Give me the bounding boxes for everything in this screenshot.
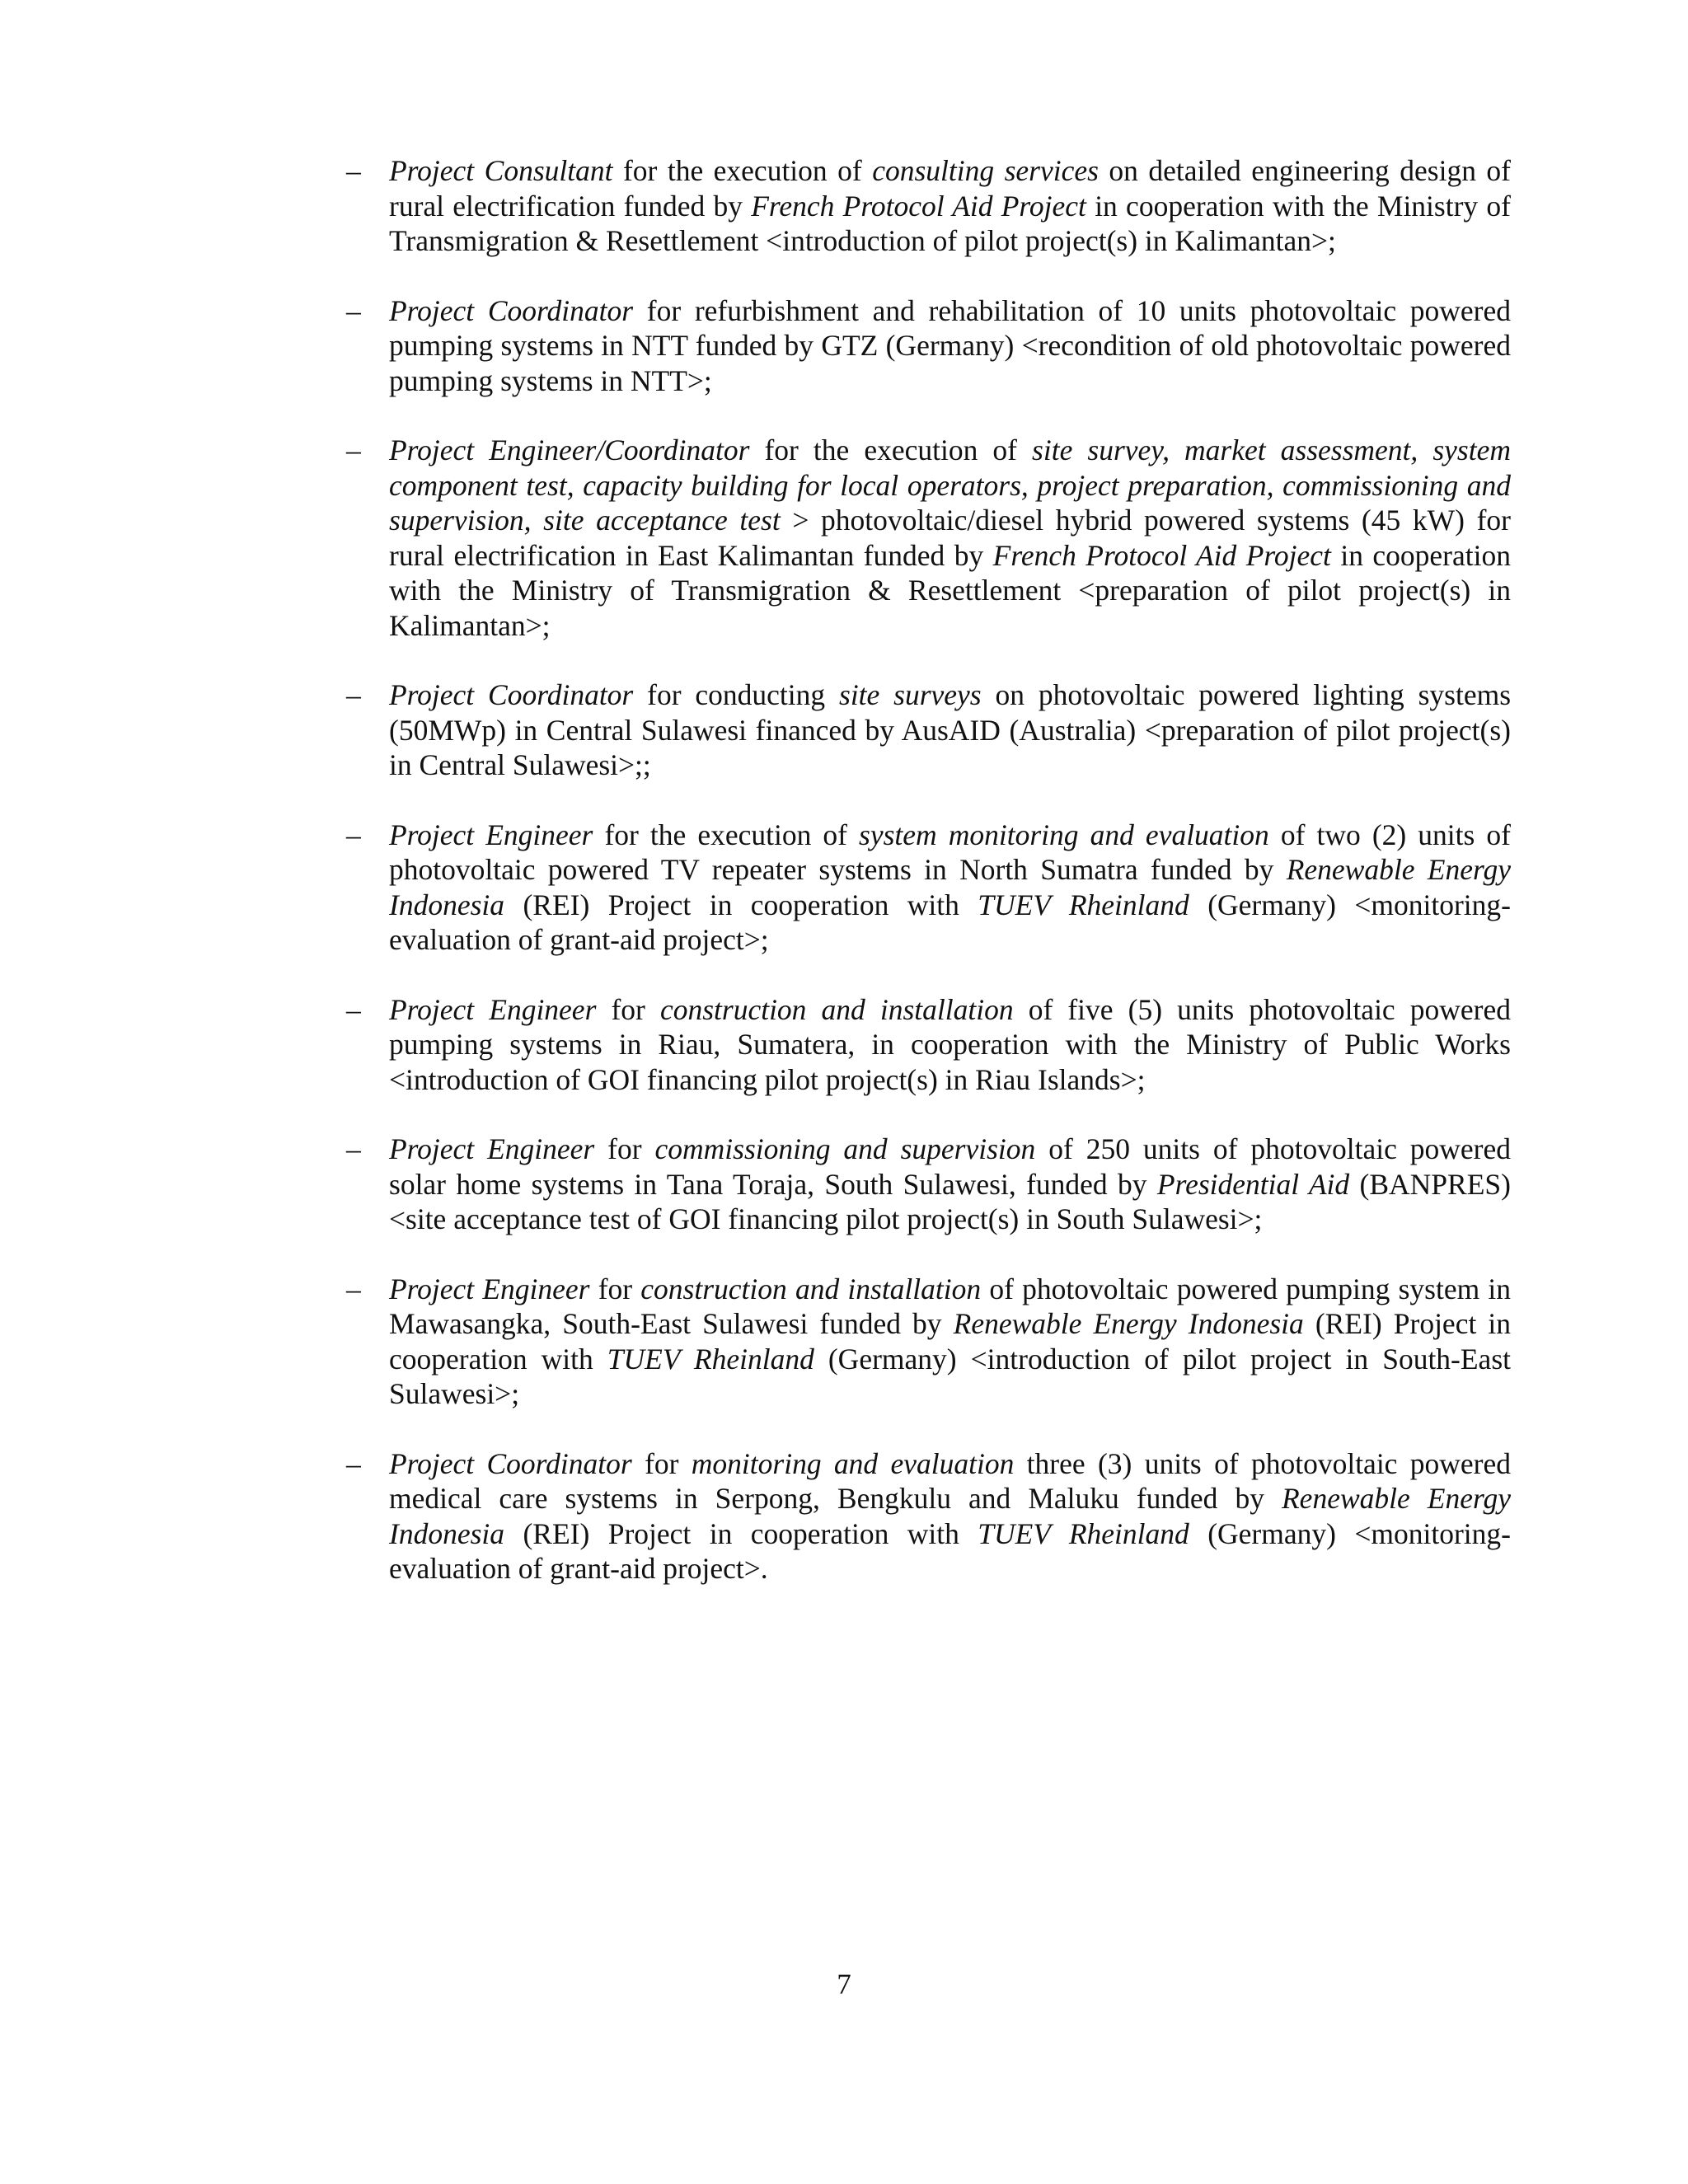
italic-text-run: commissioning and supervision (654, 1132, 1036, 1165)
project-entry (346, 153, 1511, 259)
text-run: for conducting (633, 678, 839, 711)
text-run: (REI) Project in cooperation with (389, 1307, 1512, 1376)
entry-text (389, 434, 1511, 642)
entry-text (389, 1132, 1511, 1235)
italic-text-run: site survey, market assessment, system component test, capacity building for local operators, project preparation, commissioning and supervision, site acceptance test (389, 434, 1511, 537)
entry-text (389, 678, 1511, 781)
project-entry (346, 293, 1511, 399)
text-run: three (3) units of photovoltaic powered medical care systems in Serpong, Bengkulu and Maluku funded by (389, 1446, 1511, 1515)
italic-text-run: Project Engineer (389, 992, 597, 1026)
bullet-dash: – (346, 992, 361, 1026)
text-run: for the execution of (749, 434, 1033, 466)
text-run: (REI) Project in cooperation with (504, 888, 978, 921)
text-run: (Germany) <monitoring-evaluation of grant-aid project>; (389, 888, 1511, 956)
entry-text (389, 1272, 1511, 1411)
italic-text-run: construction and installation (640, 1272, 982, 1305)
bullet-dash: – (346, 1272, 361, 1305)
text-run: (Germany) <introduction of pilot project in South-East Sulawesi>; (389, 1342, 1511, 1410)
text-run: for the execution of (612, 154, 873, 187)
italic-text-run: monitoring and evaluation (691, 1446, 1015, 1480)
italic-text-run: Project Coordinator (389, 1446, 632, 1480)
bullet-dash: – (346, 818, 361, 851)
italic-text-run: Project Engineer (389, 1272, 590, 1305)
italic-text-run: Project Engineer (389, 818, 593, 851)
italic-text-run: TUEV Rheinland (607, 1342, 814, 1376)
italic-text-run: construction and installation (659, 992, 1014, 1026)
entry-text (389, 1447, 1511, 1586)
text-run: in cooperation with the Ministry of Transmigration & Resettlement <introduction of pilot project(s) in Kalimantan>; (389, 189, 1511, 257)
entry-text (389, 294, 1511, 397)
project-entry (346, 1132, 1511, 1237)
italic-text-run: TUEV Rheinland (978, 1516, 1189, 1550)
italic-text-run: Project Engineer/Coordinator (389, 434, 750, 466)
italic-text-run: Renewable Energy Indonesia (389, 853, 1511, 921)
bullet-dash: – (346, 678, 361, 711)
bullet-dash: – (346, 293, 361, 327)
text-run: > photovoltaic/diesel hybrid powered systems (45 kW) for rural electrification in East Kalimantan funded by (389, 504, 1511, 572)
bullet-dash: – (346, 434, 361, 466)
text-run: for refurbishment and rehabilitation of 10 units photovoltaic powered pumping systems in NTT funded by GTZ (Germany) <recondition of old photovoltaic powered pumping systems in NTT>; (389, 293, 1512, 397)
italic-text-run: Renewable Energy Indonesia (389, 1482, 1511, 1550)
project-entry (346, 677, 1511, 783)
italic-text-run: Project Consultant (389, 154, 613, 187)
entry-text (389, 818, 1511, 957)
text-run: for the execution of (593, 818, 860, 851)
text-run: of two (2) units of photovoltaic powered TV repeater systems in North Sumatra funded by (389, 818, 1511, 886)
text-run: (BANPRES) <site acceptance test of GOI financing pilot project(s) in South Sulawesi>; (389, 1167, 1511, 1235)
text-run: for (589, 1272, 641, 1305)
italic-text-run: Project Engineer (389, 1132, 595, 1165)
project-entry (346, 433, 1511, 643)
italic-text-run: site surveys (839, 678, 982, 711)
text-run: of photovoltaic powered pumping system in Mawasangka, South-East Sulawesi funded by (389, 1272, 1511, 1340)
bullet-dash: – (346, 1132, 361, 1165)
project-experience-list (346, 153, 1511, 1621)
text-run: for (596, 992, 660, 1026)
bullet-dash: – (346, 1446, 361, 1480)
text-run: on detailed engineering design of rural electrification funded by (389, 154, 1511, 223)
bullet-dash: – (346, 154, 361, 187)
project-entry (346, 818, 1511, 958)
entry-text (389, 154, 1511, 257)
italic-text-run: consulting services (872, 154, 1099, 187)
italic-text-run: system monitoring and evaluation (859, 818, 1269, 851)
italic-text-run: Presidential Aid (1156, 1167, 1350, 1201)
project-entry (346, 992, 1511, 1098)
text-run: (REI) Project in cooperation with (504, 1516, 978, 1550)
italic-text-run: French Protocol Aid Project (751, 189, 1086, 223)
text-run: for (631, 1446, 692, 1480)
italic-text-run: French Protocol Aid Project (992, 538, 1331, 572)
entry-text (389, 993, 1511, 1096)
text-run: for (594, 1132, 655, 1165)
text-run: in cooperation with the Ministry of Transmigration & Resettlement <preparation of pilot project(s) in Kalimantan>; (389, 538, 1511, 642)
project-entry (346, 1272, 1511, 1412)
italic-text-run: Project Coordinator (389, 293, 634, 327)
text-run: on photovoltaic powered lighting systems (50MWp) in Central Sulawesi financed by AusAID (Australia) <preparation of pilot project(s) in Central Sulawesi>;; (389, 678, 1512, 781)
page-number: 7 (837, 1968, 851, 2000)
text-run: of 250 units of photovoltaic powered solar home systems in Tana Toraja, South Sulawesi, funded by (389, 1132, 1511, 1201)
text-run: (Germany) <monitoring-evaluation of grant-aid project>. (389, 1516, 1511, 1585)
project-entry (346, 1446, 1511, 1586)
italic-text-run: Project Coordinator (389, 678, 634, 711)
text-run: of five (5) units photovoltaic powered pumping systems in Riau, Sumatera, in cooperation with the Ministry of Public Works <introduction of GOI financing pilot project(s) in Riau Islands>; (389, 992, 1511, 1096)
italic-text-run: TUEV Rheinland (978, 888, 1189, 921)
italic-text-run: Renewable Energy Indonesia (953, 1307, 1304, 1340)
